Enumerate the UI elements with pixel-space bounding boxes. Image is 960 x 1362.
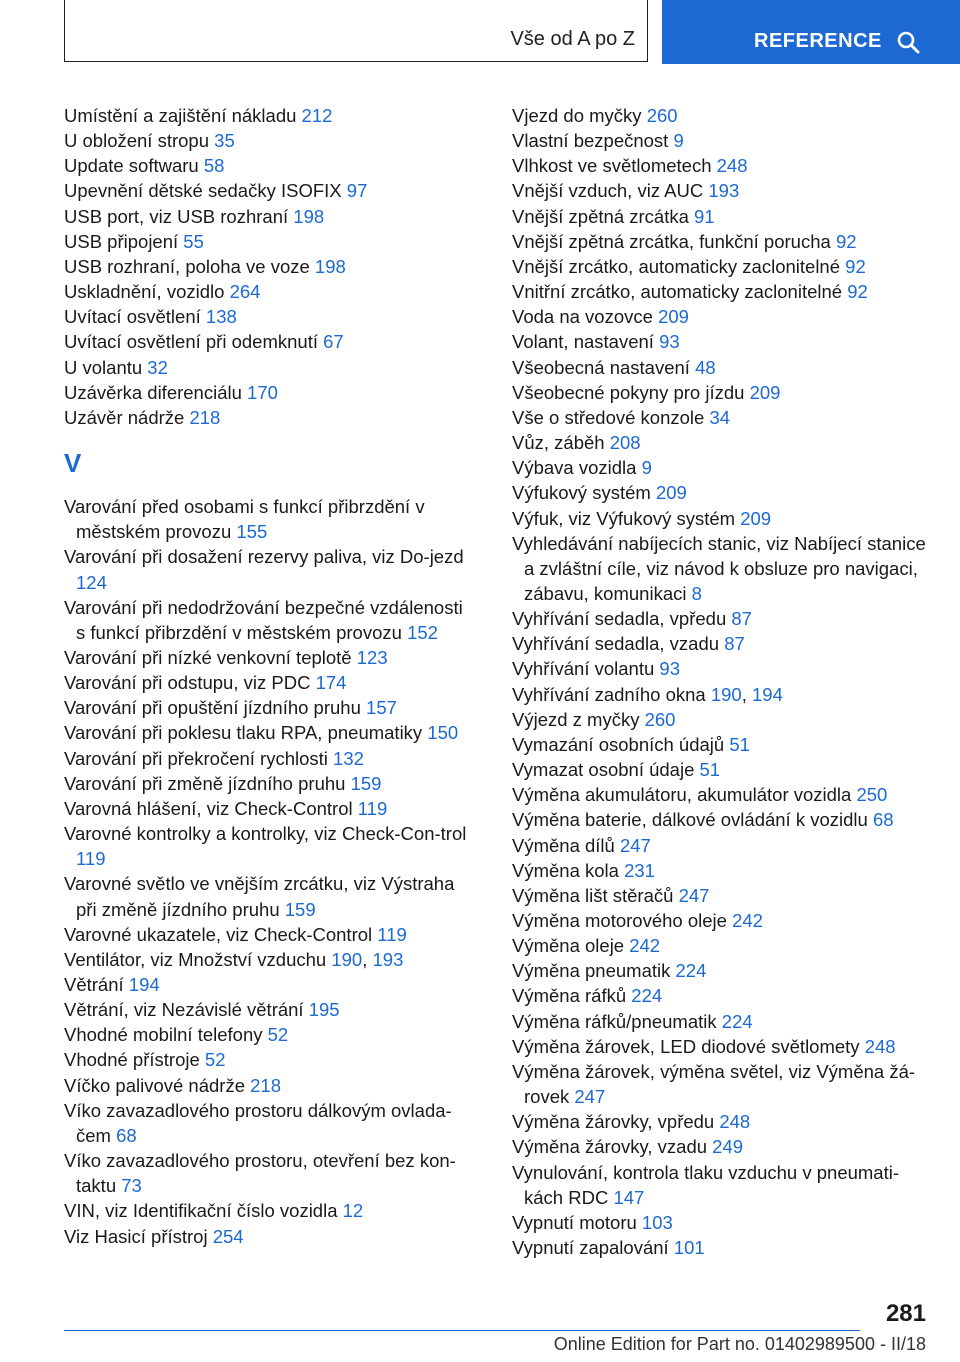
index-entry-text: Vlhkost ve světlometech: [512, 155, 717, 177]
index-entry: [64, 1098, 474, 1148]
index-entry: [512, 1059, 932, 1109]
index-entry-text: U obložení stropu: [64, 130, 215, 152]
page-link[interactable]: 247: [678, 884, 710, 906]
page-link[interactable]: 209: [749, 381, 781, 403]
page-link[interactable]: 51: [699, 759, 721, 781]
page-link[interactable]: 52: [267, 1024, 289, 1046]
index-entry-text: Vymazat osobní údaje: [512, 759, 700, 781]
page-link[interactable]: 103: [641, 1211, 673, 1233]
page-link[interactable]: 248: [719, 1111, 751, 1133]
index-entry-text: Vyhřívání volantu: [512, 658, 660, 680]
index-entry: [64, 1224, 474, 1249]
index-entry: [512, 1009, 932, 1034]
index-entry: [64, 128, 474, 153]
index-entry-text: Vnější zpětná zrcátka: [512, 205, 695, 227]
page-link[interactable]: 124: [76, 571, 107, 593]
index-entry-text: Varování při dosažení rezervy paliva, viz Do‐jezd: [64, 546, 464, 568]
index-entry-text: Varování před osobami s funkcí přibrzdění v městském provozu: [64, 496, 425, 543]
index-entry: [64, 380, 474, 405]
page-link[interactable]: 157: [366, 697, 397, 719]
index-entry: [512, 455, 932, 480]
index-entry: [512, 380, 932, 405]
page-link[interactable]: 194: [128, 974, 160, 995]
page-link[interactable]: 242: [629, 935, 661, 957]
page-link[interactable]: 123: [356, 646, 388, 668]
reference-label: REFERENCE: [754, 30, 882, 52]
index-entry: [64, 670, 474, 695]
index-entry-text: Výbava vozidla: [512, 457, 642, 479]
index-entry-text: Vše o středové konzole: [512, 406, 710, 428]
index-entry: [512, 1034, 932, 1059]
index-entry-text: Výfukový systém: [512, 482, 656, 504]
index-entry-text: Výměna baterie, dálkové ovládání k vozidlu: [512, 809, 873, 831]
index-entry: [512, 908, 932, 933]
index-entry-text: Varování při poklesu tlaku RPA, pneumatiky: [64, 722, 428, 744]
index-entry: [512, 1235, 932, 1260]
index-entry-text: Vnitřní zrcátko, automaticky zaclonitelné: [512, 281, 848, 303]
index-entry-text: Varování při nízké venkovní teplotě: [64, 646, 357, 668]
page-number: 281: [885, 1300, 926, 1327]
index-entry-text: Výměna lišt stěračů: [512, 884, 679, 906]
page-link[interactable]: 119: [76, 848, 106, 870]
page-link[interactable]: 250: [856, 784, 888, 806]
index-entry-text: Volant, nastavení: [512, 331, 660, 353]
index-entry-text: Výměna motorového oleje: [512, 910, 733, 931]
index-entry: [512, 153, 932, 178]
index-list-u: [64, 103, 474, 430]
index-entry-text: Vnější zrcátko, automaticky zaclonitelné: [512, 255, 846, 277]
index-entry-text: Víko zavazadlového prostoru dálkovým ovlada‐čem: [64, 1099, 452, 1146]
index-entry: [512, 329, 932, 354]
index-entry: [64, 304, 474, 329]
index-entry: [64, 153, 474, 178]
index-entry: [512, 656, 932, 681]
page-link[interactable]: 218: [189, 406, 221, 428]
page-link[interactable]: 35: [214, 130, 235, 152]
index-entry: [512, 506, 932, 531]
index-entry: [64, 796, 474, 821]
index-entry: [512, 1134, 932, 1159]
index-entry-text: Všeobecné pokyny pro jízdu: [512, 381, 750, 403]
index-entry: [512, 707, 932, 732]
page-link[interactable]: 147: [613, 1186, 645, 1208]
index-entry: [64, 1073, 474, 1098]
page-link[interactable]: 9: [641, 457, 652, 479]
page-link[interactable]: 150: [427, 722, 459, 744]
page-link[interactable]: 174: [315, 672, 347, 694]
index-entry: [512, 204, 932, 229]
page-link[interactable]: 212: [301, 105, 333, 126]
index-entry: [512, 858, 932, 883]
page-link[interactable]: 190: [710, 683, 742, 705]
index-entry-text: Všeobecná nastavení: [512, 356, 696, 378]
index-entry: [512, 983, 932, 1008]
page-link[interactable]: 91: [694, 205, 715, 227]
index-entry-text: Varovné kontrolky a kontrolky, viz Check-Con‐trol: [64, 823, 467, 845]
index-list-v: [64, 494, 474, 1249]
index-entry: [64, 720, 474, 745]
index-entry-text: Vynulování, kontrola tlaku vzduchu v pneumati‐kách RDC: [512, 1161, 900, 1208]
page-link[interactable]: 209: [740, 507, 772, 529]
index-entry: [512, 254, 932, 279]
index-entry-text: Varovná hlášení, viz Check-Control: [64, 797, 358, 819]
index-entry-text: Výměna ráfků: [512, 985, 632, 1007]
index-entry: [512, 782, 932, 807]
index-entry-text: USB rozhraní, poloha ve voze: [64, 255, 315, 277]
page-link[interactable]: 209: [658, 306, 689, 328]
index-entry: [512, 304, 932, 329]
page-link[interactable]: 51: [729, 733, 750, 755]
index-entry-text: Víko zavazadlového prostoru, otevření bez kon‐taktu: [64, 1150, 456, 1197]
index-entry: [64, 103, 474, 128]
index-entry: [64, 1047, 474, 1072]
page-link[interactable]: 190: [331, 948, 363, 970]
index-entry-text: Vnější vzduch, viz AUC: [512, 180, 709, 202]
index-entry-text: Varování při nedodržování bezpečné vzdálenosti s funkcí přibrzdění v městském provozu: [64, 596, 463, 643]
page-link[interactable]: 209: [655, 482, 687, 504]
index-entry-text: Vůz, záběh: [512, 432, 610, 454]
page-link[interactable]: 264: [229, 281, 261, 303]
index-entry-text: Vlastní bezpečnost: [512, 130, 674, 152]
index-entry: [512, 757, 932, 782]
page-link[interactable]: 224: [631, 985, 663, 1007]
index-entry: [64, 771, 474, 796]
index-entry-text: Varování při změně jízdního pruhu: [64, 772, 351, 794]
index-entry: [64, 871, 474, 921]
index-entry-text: Varování při překročení rychlosti: [64, 747, 334, 769]
index-entry-text: Výměna oleje: [512, 935, 630, 957]
index-entry: [512, 732, 932, 757]
page-link[interactable]: 73: [121, 1175, 142, 1197]
index-entry: [512, 229, 932, 254]
page-link[interactable]: 247: [619, 834, 651, 856]
page-link[interactable]: 249: [712, 1136, 744, 1158]
page-link[interactable]: 101: [673, 1237, 705, 1259]
index-entry-text: Výměna žárovky, vpředu: [512, 1111, 720, 1133]
index-entry-text: Vyhledávání nabíjecích stanic, viz Nabíjecí stanice a zvláštní cíle, viz návod k obsluze pro navigaci, zábavu, komunikaci: [512, 532, 926, 604]
reference-tab[interactable]: [662, 0, 960, 64]
page-link[interactable]: 58: [203, 155, 225, 177]
index-entry-text: Umístění a zajištění nákladu: [64, 105, 302, 126]
index-entry-text: Vnější zpětná zrcátka, funkční porucha: [512, 230, 836, 252]
index-entry-text: U volantu: [64, 356, 148, 378]
page-link[interactable]: 231: [624, 859, 655, 881]
page-link[interactable]: 242: [732, 910, 763, 931]
page-link[interactable]: 93: [659, 331, 680, 353]
page-link[interactable]: 12: [342, 1200, 364, 1222]
page-link[interactable]: 193: [372, 948, 404, 970]
index-entry-text: USB port, viz USB rozhraní: [64, 205, 294, 227]
page-link[interactable]: 159: [350, 772, 382, 794]
page-link[interactable]: 119: [377, 923, 407, 945]
page-link[interactable]: 119: [357, 797, 388, 819]
index-entry-text: Uvítací osvětlení při odemknutí: [64, 331, 324, 353]
index-letter-v: V: [64, 448, 82, 479]
index-entry: [64, 279, 474, 304]
index-entry: [64, 972, 474, 997]
index-entry: [64, 405, 474, 430]
index-entry-text: Výměna žárovky, vzadu: [512, 1136, 713, 1158]
index-entry-text: USB připojení: [64, 230, 184, 252]
index-entry-text: Výfuk, viz Výfukový systém: [512, 507, 741, 529]
index-entry-text: Uskladnění, vozidlo: [64, 281, 230, 303]
index-entry: [64, 1198, 474, 1223]
index-column-right: [512, 103, 932, 1260]
page-link[interactable]: 260: [644, 708, 676, 730]
index-entry-text: Uzávěr nádrže: [64, 406, 190, 428]
index-entry: [512, 1210, 932, 1235]
index-entry-text: VIN, viz Identifikační číslo vozidla: [64, 1200, 343, 1222]
index-entry: [64, 254, 474, 279]
index-entry-text: Varovné světlo ve vnějším zrcátku, viz Výstraha při změně jízdního pruhu: [64, 873, 455, 920]
index-entry: [64, 229, 474, 254]
index-entry-text: Varování při odstupu, viz PDC: [64, 672, 316, 694]
index-entry-text: Výměna akumulátoru, akumulátor vozidla: [512, 784, 857, 806]
index-entry-text: Vyhřívání sedadla, vpředu: [512, 608, 732, 630]
index-entry-text: Větrání, viz Nezávislé větrání: [64, 999, 309, 1021]
index-entry: [64, 821, 474, 871]
page-link[interactable]: 170: [247, 381, 278, 403]
index-entry: [64, 595, 474, 645]
index-entry: [64, 1148, 474, 1198]
index-entry-text: Varovné ukazatele, viz Check-Control: [64, 923, 378, 945]
page-link[interactable]: 93: [659, 658, 680, 680]
footer-edition: Online Edition for Part no. 01402989500 - II/18: [553, 1334, 926, 1354]
page-link[interactable]: 155: [236, 521, 268, 543]
section-title: Vše od A po Z: [510, 28, 635, 50]
index-entry: [64, 922, 474, 947]
page-link[interactable]: 9: [673, 130, 684, 152]
index-entry: [64, 178, 474, 203]
index-entry-text: Varování při opuštění jízdního pruhu: [64, 697, 367, 719]
index-entry: [512, 1109, 932, 1134]
page-link[interactable]: 224: [721, 1010, 753, 1032]
index-column-left: [64, 103, 474, 1249]
index-entry-text: Výměna pneumatik: [512, 960, 676, 982]
index-entry-text: Výměna ráfků/pneumatik: [512, 1010, 722, 1032]
page-link[interactable]: 260: [646, 105, 678, 126]
index-entry-text: Viz Hasicí přístroj: [64, 1225, 213, 1247]
index-entry-text: Upevnění dětské sedačky ISOFIX: [64, 180, 347, 202]
page-link[interactable]: 68: [872, 809, 894, 831]
index-entry: [512, 933, 932, 958]
index-entry: [512, 178, 932, 203]
page-link[interactable]: 248: [716, 155, 748, 177]
index-entry-text: Větrání: [64, 974, 129, 995]
index-entry-text: Vypnutí motoru: [512, 1211, 642, 1233]
page-link[interactable]: 92: [835, 230, 857, 252]
index-entry: [512, 883, 932, 908]
page-link[interactable]: 198: [293, 205, 325, 227]
index-entry: [512, 807, 932, 832]
index-entry-text: Uzávěrka diferenciálu: [64, 381, 248, 403]
page-link[interactable]: 132: [333, 747, 364, 769]
index-entry: [64, 204, 474, 229]
page-link[interactable]: 198: [314, 255, 346, 277]
page-link[interactable]: 92: [845, 255, 866, 277]
index-entry-text: Uvítací osvětlení: [64, 306, 206, 328]
page-link[interactable]: 97: [346, 180, 368, 202]
index-entry: [512, 279, 932, 304]
page-link[interactable]: 224: [675, 960, 707, 982]
page-link[interactable]: 87: [731, 608, 752, 630]
index-entry: [512, 631, 932, 656]
index-entry: [64, 544, 474, 594]
index-entry-text: Výměna žárovek, LED diodové světlomety: [512, 1035, 865, 1057]
page-link[interactable]: 195: [308, 999, 340, 1021]
page-link[interactable]: 248: [864, 1035, 896, 1057]
index-entry-text: Výměna kola: [512, 859, 625, 881]
index-entry-text: Víčko palivové nádrže: [64, 1074, 251, 1096]
index-entry-text: Voda na vozovce: [512, 306, 659, 328]
index-entry: [512, 1160, 932, 1210]
page-link[interactable]: 159: [284, 898, 316, 920]
page-link[interactable]: 254: [212, 1225, 244, 1247]
index-entry: [512, 128, 932, 153]
index-entry-text: Výměna dílů: [512, 834, 620, 856]
index-entry-text: Vymazání osobních údajů: [512, 733, 730, 755]
index-entry-text: Vypnutí zapalování: [512, 1237, 674, 1259]
page-link[interactable]: 92: [847, 281, 868, 303]
index-entry: [64, 329, 474, 354]
index-entry: [64, 355, 474, 380]
index-entry: [512, 606, 932, 631]
page-link[interactable]: 87: [724, 633, 745, 655]
index-entry: [64, 997, 474, 1022]
page-link[interactable]: 32: [147, 356, 168, 378]
page-link[interactable]: 208: [609, 432, 641, 454]
index-entry-text: Výměna žárovek, výměna světel, viz Výměna žá‐rovek: [512, 1060, 916, 1108]
index-entry-text: Výjezd z myčky: [512, 708, 645, 730]
index-entry: [512, 480, 932, 505]
index-entry: [64, 645, 474, 670]
index-entry-text: Ventilátor, viz Množství vzduchu: [64, 948, 332, 970]
index-entry-text: Vhodné mobilní telefony: [64, 1024, 268, 1046]
page-link[interactable]: 194: [752, 683, 783, 705]
index-entry: [512, 355, 932, 380]
index-entry: [512, 405, 932, 430]
header-section-box: [64, 0, 648, 62]
footer-divider: [64, 1330, 860, 1331]
page-link[interactable]: 52: [204, 1049, 226, 1071]
index-entry-text: Vhodné přístroje: [64, 1049, 205, 1071]
index-entry: [64, 1022, 474, 1047]
index-entry-text: Vyhřívání zadního okna: [512, 683, 711, 705]
index-entry-text: Vyhřívání sedadla, vzadu: [512, 633, 725, 655]
index-entry: [512, 531, 932, 606]
page-link[interactable]: 247: [574, 1086, 606, 1108]
page-link[interactable]: 55: [183, 230, 204, 252]
search-icon[interactable]: [896, 30, 920, 54]
page-link[interactable]: 138: [205, 306, 237, 328]
page-link[interactable]: 67: [323, 331, 344, 353]
page-link[interactable]: 68: [116, 1124, 137, 1146]
index-entry: Ventilátor, viz Množství vzduchu 190, 193: [64, 948, 404, 970]
page-link[interactable]: 152: [407, 621, 438, 643]
page-link[interactable]: 8: [691, 582, 702, 604]
index-entry: [64, 746, 474, 771]
page-link[interactable]: 218: [250, 1074, 282, 1096]
index-entry: [512, 430, 932, 455]
index-list-right: [512, 103, 932, 1260]
index-entry: [512, 103, 932, 128]
index-entry: [512, 958, 932, 983]
page-link[interactable]: 193: [708, 180, 740, 202]
page-link[interactable]: 34: [709, 406, 731, 428]
page-link[interactable]: 48: [695, 356, 716, 378]
index-entry: [64, 695, 474, 720]
index-entry: [64, 494, 474, 544]
index-entry-text: Vjezd do myčky: [512, 105, 647, 126]
index-entry: Vyhřívání zadního okna 190, 194: [512, 683, 783, 705]
index-entry-text: Update softwaru: [64, 155, 204, 177]
index-entry: [512, 833, 932, 858]
